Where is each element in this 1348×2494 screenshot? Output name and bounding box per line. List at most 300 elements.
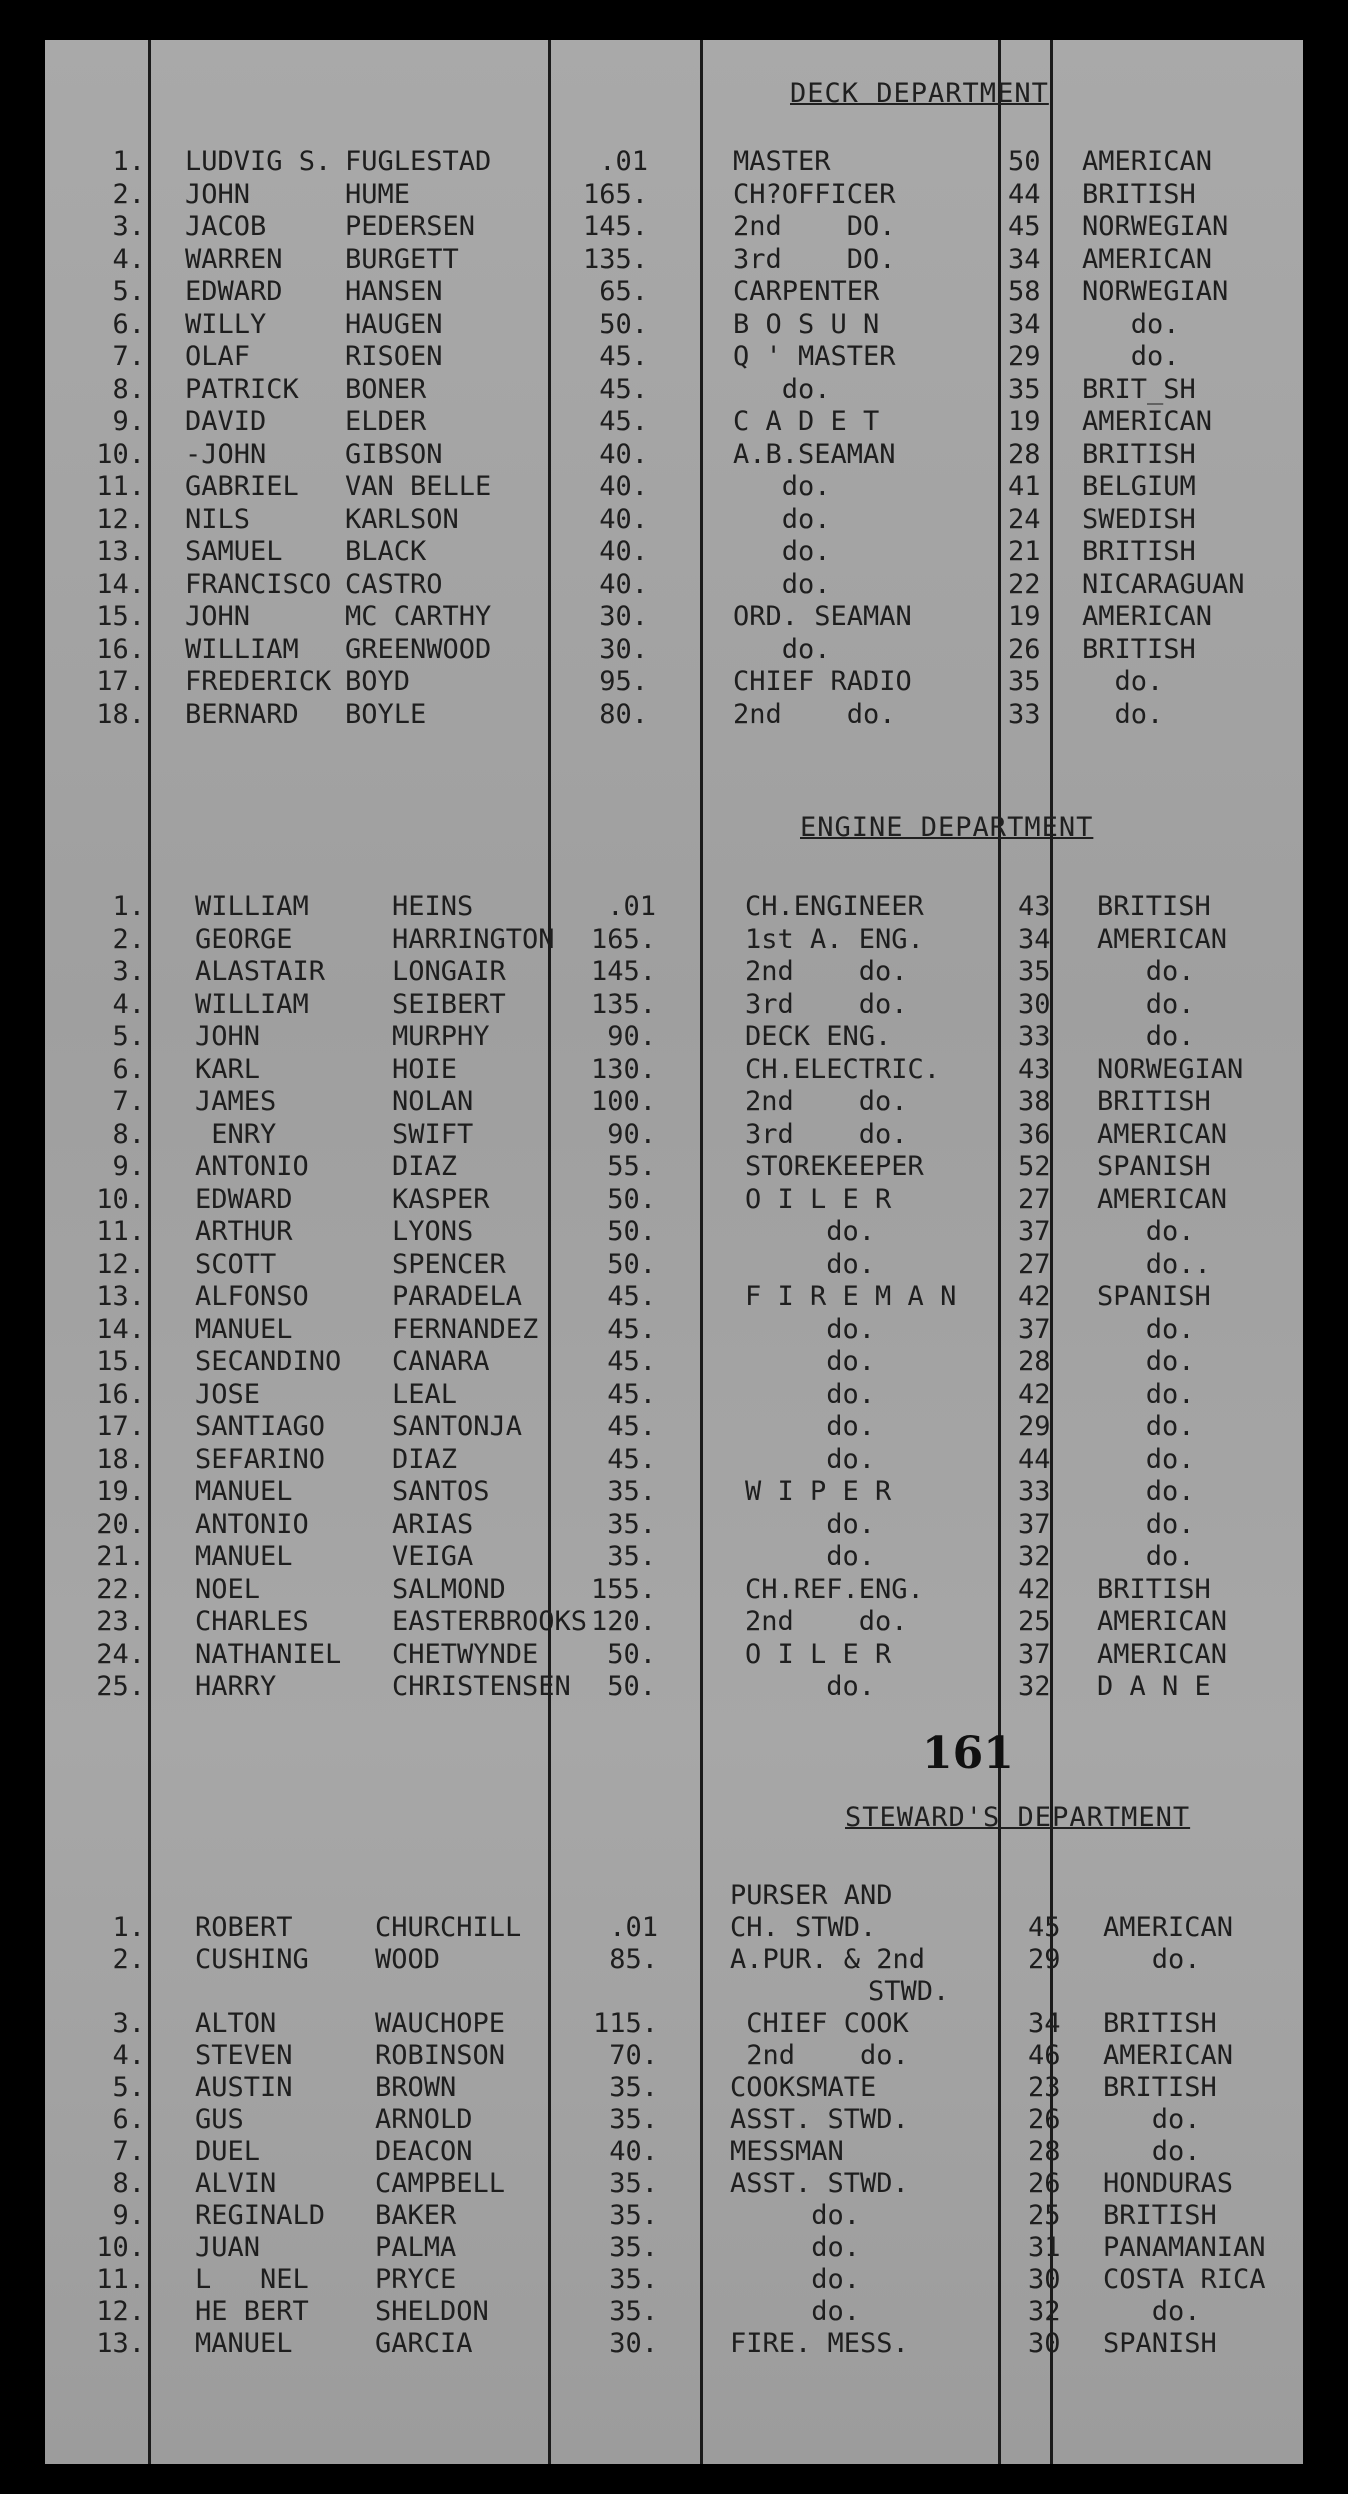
crew-first-name: OLAF <box>185 341 251 372</box>
crew-row <box>0 569 1348 601</box>
crew-wage: 30. <box>599 633 648 665</box>
crew-rank: do. <box>745 1541 876 1572</box>
crew-rank: CH. STWD. <box>730 1912 877 1943</box>
crew-nationality: do. <box>1103 1944 1201 1975</box>
crew-nationality: do. <box>1097 1476 1195 1507</box>
crew-age: 35 <box>1008 666 1041 697</box>
crew-rank: 2nd do. <box>745 956 908 987</box>
crew-number: 25. <box>96 1671 145 1702</box>
crew-age: 28 <box>1028 2136 1061 2167</box>
crew-first-name: FRANCISCO <box>185 568 332 600</box>
crew-last-name: LONGAIR <box>392 956 506 987</box>
crew-row <box>0 504 1348 536</box>
crew-row <box>0 1509 1348 1541</box>
crew-row <box>0 924 1348 956</box>
crew-wage: 30. <box>609 2328 658 2359</box>
crew-last-name: CAMPBELL <box>375 2168 506 2199</box>
crew-rank: do. <box>745 1313 876 1345</box>
crew-first-name: ANTONIO <box>195 1151 309 1182</box>
crew-wage: 50. <box>607 1183 656 1215</box>
crew-wage: 40. <box>599 438 648 470</box>
crew-wage: .01 <box>609 1912 658 1943</box>
crew-row <box>0 1151 1348 1183</box>
crew-wage: 35. <box>609 2232 658 2263</box>
crew-rank: B O S U N <box>733 308 880 340</box>
crew-nationality: do. <box>1082 308 1180 340</box>
crew-row <box>0 1021 1348 1053</box>
crew-number: 10. <box>96 1183 145 1215</box>
crew-age: 34 <box>1028 2008 1061 2039</box>
crew-number: 3. <box>112 2008 145 2039</box>
crew-rank: A.B.SEAMAN <box>733 438 896 470</box>
crew-row <box>0 1411 1348 1443</box>
crew-wage: 35. <box>609 2296 658 2327</box>
crew-age: 32 <box>1018 1541 1051 1572</box>
crew-last-name: HARRINGTON <box>392 923 555 955</box>
crew-number: 5. <box>112 2072 145 2103</box>
crew-age: 19 <box>1008 601 1041 632</box>
crew-age: 31 <box>1028 2232 1061 2263</box>
crew-number: 6. <box>112 1053 145 1085</box>
crew-row <box>0 1054 1348 1086</box>
crew-rank: O I L E R <box>745 1183 892 1215</box>
crew-row <box>0 634 1348 666</box>
crew-nationality: do. <box>1097 1508 1195 1540</box>
crew-wage: 85. <box>609 1944 658 1975</box>
crew-number: 14. <box>96 568 145 600</box>
crew-number: 17. <box>96 666 145 697</box>
crew-last-name: HUME <box>345 178 411 210</box>
crew-nationality: HONDURAS <box>1103 2168 1234 2199</box>
crew-rank: DECK ENG. <box>745 1021 892 1052</box>
crew-age: 34 <box>1018 923 1051 955</box>
crew-last-name: SALMOND <box>392 1573 506 1605</box>
crew-first-name: WARREN <box>185 243 283 275</box>
crew-age: 32 <box>1018 1671 1051 1702</box>
crew-nationality: BRITISH <box>1082 178 1196 210</box>
crew-age: 44 <box>1008 178 1041 210</box>
crew-rank: 3rd DO. <box>733 243 896 275</box>
crew-nationality: BRITISH <box>1097 1573 1211 1605</box>
crew-number: 21. <box>96 1541 145 1572</box>
crew-wage: 50. <box>607 1248 656 1280</box>
crew-last-name: BOYLE <box>345 698 427 730</box>
crew-number: 5. <box>112 276 145 307</box>
crew-row <box>0 1476 1348 1508</box>
crew-number: 7. <box>112 341 145 372</box>
crew-number: 15. <box>96 601 145 632</box>
crew-age: 33 <box>1018 1021 1051 1052</box>
crew-row <box>0 211 1348 243</box>
crew-first-name: -JOHN <box>185 438 267 470</box>
crew-row <box>0 276 1348 308</box>
stewards-department-heading: STEWARD'S DEPARTMENT <box>845 1802 1191 1833</box>
crew-nationality: SPANISH <box>1097 1281 1211 1312</box>
rank-continuation: STWD. <box>868 1976 950 2007</box>
crew-rank: do. <box>730 2232 861 2263</box>
crew-age: 37 <box>1018 1638 1051 1670</box>
crew-age: 42 <box>1018 1378 1051 1410</box>
crew-age: 29 <box>1008 341 1041 372</box>
crew-nationality: do. <box>1097 1411 1195 1442</box>
crew-rank: do. <box>745 1248 876 1280</box>
crew-last-name: GIBSON <box>345 438 443 470</box>
crew-first-name: ALASTAIR <box>195 956 326 987</box>
crew-wage: 90. <box>607 1021 656 1052</box>
crew-row <box>0 2168 1348 2200</box>
crew-number: 1. <box>112 1912 145 1943</box>
crew-first-name: LUDVIG S. <box>185 146 332 177</box>
crew-last-name: PRYCE <box>375 2264 457 2295</box>
crew-nationality: SPANISH <box>1103 2328 1217 2359</box>
crew-rank: A.PUR. & 2nd <box>730 1944 926 1975</box>
crew-age: 34 <box>1008 243 1041 275</box>
crew-age: 26 <box>1008 633 1041 665</box>
crew-last-name: HAUGEN <box>345 308 443 340</box>
page-number: 161 <box>922 1728 1014 1779</box>
crew-number: 5. <box>112 1021 145 1052</box>
crew-last-name: ELDER <box>345 406 427 437</box>
crew-age: 26 <box>1028 2104 1061 2135</box>
crew-rank: do. <box>745 1443 876 1475</box>
crew-nationality: do. <box>1097 988 1195 1020</box>
crew-nationality: BELGIUM <box>1082 471 1196 502</box>
crew-wage: 50. <box>607 1638 656 1670</box>
crew-number: 9. <box>112 1151 145 1182</box>
crew-number: 13. <box>96 1281 145 1312</box>
crew-row <box>0 1944 1348 1976</box>
crew-row <box>0 1444 1348 1476</box>
crew-last-name: CASTRO <box>345 568 443 600</box>
crew-first-name: PATRICK <box>185 373 299 405</box>
crew-first-name: GEORGE <box>195 923 293 955</box>
crew-age: 52 <box>1018 1151 1051 1182</box>
crew-rank: 3rd do. <box>745 1118 908 1150</box>
crew-first-name: FREDERICK <box>185 666 332 697</box>
crew-wage: 55. <box>607 1151 656 1182</box>
crew-last-name: ROBINSON <box>375 2040 506 2071</box>
crew-last-name: HEINS <box>392 891 474 922</box>
crew-first-name: WILLIAM <box>195 891 309 922</box>
crew-age: 24 <box>1008 503 1041 535</box>
crew-row <box>0 309 1348 341</box>
crew-rank: FIRE. MESS. <box>730 2328 909 2359</box>
crew-wage: 165. <box>582 178 648 210</box>
crew-age: 25 <box>1018 1606 1051 1637</box>
crew-age: 43 <box>1018 891 1051 922</box>
crew-last-name: GREENWOOD <box>345 633 492 665</box>
crew-row <box>0 341 1348 373</box>
crew-number: 13. <box>96 2328 145 2359</box>
crew-nationality: NORWEGIAN <box>1097 1053 1244 1085</box>
crew-number: 3. <box>112 211 145 242</box>
crew-number: 6. <box>112 2104 145 2135</box>
crew-rank: W I P E R <box>745 1476 892 1507</box>
crew-first-name: EDWARD <box>185 276 283 307</box>
crew-first-name: JAMES <box>195 1086 277 1117</box>
crew-nationality: BRITISH <box>1103 2072 1217 2103</box>
crew-row <box>0 1184 1348 1216</box>
crew-first-name: CUSHING <box>195 1944 309 1975</box>
crew-rank: do. <box>730 2264 861 2295</box>
crew-number: 4. <box>112 988 145 1020</box>
crew-nationality: do. <box>1103 2296 1201 2327</box>
crew-row <box>0 2040 1348 2072</box>
crew-first-name: ROBERT <box>195 1912 293 1943</box>
crew-nationality: BRITISH <box>1103 2008 1217 2039</box>
crew-first-name: WILLIAM <box>185 633 299 665</box>
crew-rank: do. <box>733 471 831 502</box>
crew-first-name: ALFONSO <box>195 1281 309 1312</box>
crew-first-name: NOEL <box>195 1573 261 1605</box>
crew-last-name: ARNOLD <box>375 2104 473 2135</box>
crew-nationality: do. <box>1097 1378 1195 1410</box>
crew-age: 23 <box>1028 2072 1061 2103</box>
crew-row <box>0 1671 1348 1703</box>
crew-number: 3. <box>112 956 145 987</box>
crew-age: 30 <box>1028 2264 1061 2295</box>
crew-number: 16. <box>96 633 145 665</box>
crew-last-name: BROWN <box>375 2072 457 2103</box>
crew-rank: CH.REF.ENG. <box>745 1573 924 1605</box>
crew-rank: 2nd do. <box>745 1086 908 1117</box>
crew-nationality: D A N E <box>1097 1671 1211 1702</box>
crew-age: 32 <box>1028 2296 1061 2327</box>
crew-age: 30 <box>1028 2328 1061 2359</box>
crew-number: 9. <box>112 406 145 437</box>
crew-first-name: SANTIAGO <box>195 1411 326 1442</box>
crew-last-name: BONER <box>345 373 427 405</box>
crew-wage: 35. <box>607 1541 656 1572</box>
crew-rank: do. <box>745 1411 876 1442</box>
crew-nationality: do. <box>1097 1443 1195 1475</box>
crew-nationality: do. <box>1097 956 1195 987</box>
crew-age: 45 <box>1028 1912 1061 1943</box>
crew-wage: 135. <box>590 988 656 1020</box>
crew-row <box>0 471 1348 503</box>
crew-row <box>0 406 1348 438</box>
crew-number: 22. <box>96 1573 145 1605</box>
crew-wage: 50. <box>607 1671 656 1702</box>
crew-nationality: AMERICAN <box>1082 406 1213 437</box>
crew-last-name: SANTOS <box>392 1476 490 1507</box>
crew-rank: O I L E R <box>745 1638 892 1670</box>
crew-last-name: KARLSON <box>345 503 459 535</box>
crew-row <box>0 179 1348 211</box>
crew-wage: 35. <box>607 1508 656 1540</box>
crew-age: 27 <box>1018 1183 1051 1215</box>
crew-number: 15. <box>96 1346 145 1377</box>
crew-rank: 2nd do. <box>730 2040 909 2071</box>
crew-wage: 40. <box>599 568 648 600</box>
crew-row <box>0 1314 1348 1346</box>
crew-rank: CH?OFFICER <box>733 178 896 210</box>
crew-nationality: do.. <box>1097 1248 1211 1280</box>
crew-last-name: CHURCHILL <box>375 1912 522 1943</box>
crew-nationality: do. <box>1082 698 1164 730</box>
crew-last-name: PALMA <box>375 2232 457 2263</box>
crew-age: 42 <box>1018 1281 1051 1312</box>
crew-rank: F I R E M A N <box>745 1281 957 1312</box>
crew-wage: 40. <box>599 503 648 535</box>
crew-first-name: BERNARD <box>185 698 299 730</box>
crew-row <box>0 1249 1348 1281</box>
crew-wage: 35. <box>609 2072 658 2103</box>
crew-nationality: SPANISH <box>1097 1151 1211 1182</box>
crew-number: 7. <box>112 2136 145 2167</box>
crew-number: 19. <box>96 1476 145 1507</box>
crew-age: 29 <box>1018 1411 1051 1442</box>
crew-last-name: CHRISTENSEN <box>392 1671 571 1702</box>
crew-last-name: SEIBERT <box>392 988 506 1020</box>
crew-wage: 95. <box>599 666 648 697</box>
crew-rank: Q ' MASTER <box>733 341 896 372</box>
crew-number: 14. <box>96 1313 145 1345</box>
crew-wage: 80. <box>599 698 648 730</box>
crew-wage: 70. <box>609 2040 658 2071</box>
crew-nationality: do. <box>1097 1021 1195 1052</box>
crew-number: 2. <box>112 1944 145 1975</box>
crew-wage: 45. <box>607 1443 656 1475</box>
crew-last-name: SHELDON <box>375 2296 489 2327</box>
crew-age: 42 <box>1018 1573 1051 1605</box>
crew-wage: 45. <box>599 373 648 405</box>
crew-wage: 40. <box>599 536 648 567</box>
crew-age: 22 <box>1008 568 1041 600</box>
crew-rank: do. <box>745 1508 876 1540</box>
crew-rank: ORD. SEAMAN <box>733 601 912 632</box>
crew-row <box>0 374 1348 406</box>
crew-first-name: EDWARD <box>195 1183 293 1215</box>
crew-wage: .01 <box>607 891 656 922</box>
crew-number: 12. <box>96 1248 145 1280</box>
crew-number: 9. <box>112 2200 145 2231</box>
crew-last-name: VEIGA <box>392 1541 474 1572</box>
crew-last-name: CANARA <box>392 1346 490 1377</box>
crew-first-name: JOHN <box>195 1021 261 1052</box>
crew-first-name: NATHANIEL <box>195 1638 342 1670</box>
crew-last-name: HOIE <box>392 1053 458 1085</box>
crew-rank: 3rd do. <box>745 988 908 1020</box>
crew-row <box>0 146 1348 178</box>
crew-nationality: do. <box>1082 341 1180 372</box>
crew-row <box>0 2200 1348 2232</box>
crew-row <box>0 2264 1348 2296</box>
crew-row <box>0 1541 1348 1573</box>
crew-first-name: GUS <box>195 2104 244 2135</box>
crew-first-name: REGINALD <box>195 2200 326 2231</box>
crew-wage: 35. <box>609 2264 658 2295</box>
crew-wage: 155. <box>590 1573 656 1605</box>
crew-first-name: WILLY <box>185 308 267 340</box>
crew-number: 23. <box>96 1606 145 1637</box>
crew-age: 35 <box>1018 956 1051 987</box>
crew-nationality: PANAMANIAN <box>1103 2232 1266 2263</box>
crew-first-name: L NEL <box>195 2264 309 2295</box>
crew-first-name: SECANDINO <box>195 1346 342 1377</box>
crew-row <box>0 244 1348 276</box>
crew-last-name: EASTERBROOKS <box>392 1606 588 1637</box>
crew-number: 7. <box>112 1086 145 1117</box>
crew-wage: 45. <box>607 1346 656 1377</box>
crew-number: 24. <box>96 1638 145 1670</box>
crew-number: 4. <box>112 2040 145 2071</box>
crew-first-name: JACOB <box>185 211 267 242</box>
crew-nationality: do. <box>1097 1541 1195 1572</box>
crew-number: 4. <box>112 243 145 275</box>
crew-rank: do. <box>733 503 831 535</box>
crew-nationality: BRITISH <box>1103 2200 1217 2231</box>
crew-row <box>0 891 1348 923</box>
crew-first-name: JOHN <box>185 178 251 210</box>
crew-number: 12. <box>96 503 145 535</box>
rank-continuation: PURSER AND <box>730 1880 893 1911</box>
crew-row <box>0 1912 1348 1944</box>
crew-wage: 100. <box>590 1086 656 1117</box>
crew-wage: 45. <box>599 341 648 372</box>
crew-rank: CARPENTER <box>733 276 880 307</box>
crew-wage: 40. <box>599 471 648 502</box>
crew-last-name: SWIFT <box>392 1118 474 1150</box>
crew-age: 41 <box>1008 471 1041 502</box>
crew-first-name: JUAN <box>195 2232 261 2263</box>
engine-department-heading: ENGINE DEPARTMENT <box>800 812 1094 843</box>
crew-age: 33 <box>1018 1476 1051 1507</box>
crew-age: 28 <box>1008 438 1041 470</box>
crew-row <box>0 666 1348 698</box>
crew-last-name: VAN BELLE <box>345 471 492 502</box>
crew-nationality: do. <box>1097 1346 1195 1377</box>
crew-first-name: ALVIN <box>195 2168 277 2199</box>
crew-wage: 165. <box>590 923 656 955</box>
crew-nationality: AMERICAN <box>1097 1118 1228 1150</box>
crew-row <box>0 2296 1348 2328</box>
crew-wage: 130. <box>590 1053 656 1085</box>
crew-number: 16. <box>96 1378 145 1410</box>
crew-first-name: ALTON <box>195 2008 277 2039</box>
crew-nationality: do. <box>1097 1313 1195 1345</box>
crew-last-name: NOLAN <box>392 1086 474 1117</box>
crew-row <box>0 2136 1348 2168</box>
crew-first-name: ANTONIO <box>195 1508 309 1540</box>
crew-number: 8. <box>112 2168 145 2199</box>
crew-number: 18. <box>96 698 145 730</box>
crew-wage: 135. <box>582 243 648 275</box>
crew-nationality: BRITISH <box>1082 633 1196 665</box>
crew-last-name: PARADELA <box>392 1281 523 1312</box>
crew-wage: 115. <box>592 2008 658 2039</box>
crew-number: 1. <box>112 146 145 177</box>
crew-wage: 145. <box>590 956 656 987</box>
crew-rank: do. <box>733 373 831 405</box>
crew-rank: ASST. STWD. <box>730 2104 909 2135</box>
crew-row <box>0 601 1348 633</box>
crew-row <box>0 956 1348 988</box>
crew-last-name: KASPER <box>392 1183 490 1215</box>
crew-age: 36 <box>1018 1118 1051 1150</box>
crew-nationality: AMERICAN <box>1103 2040 1234 2071</box>
crew-wage: 35. <box>609 2200 658 2231</box>
crew-last-name: LEAL <box>392 1378 458 1410</box>
crew-first-name: ARTHUR <box>195 1216 293 1247</box>
crew-number: 10. <box>96 2232 145 2263</box>
crew-number: 6. <box>112 308 145 340</box>
crew-first-name: HE BERT <box>195 2296 309 2327</box>
crew-nationality: AMERICAN <box>1082 243 1213 275</box>
crew-nationality: BRITISH <box>1082 438 1196 470</box>
crew-nationality: NORWEGIAN <box>1082 276 1229 307</box>
crew-age: 43 <box>1018 1053 1051 1085</box>
